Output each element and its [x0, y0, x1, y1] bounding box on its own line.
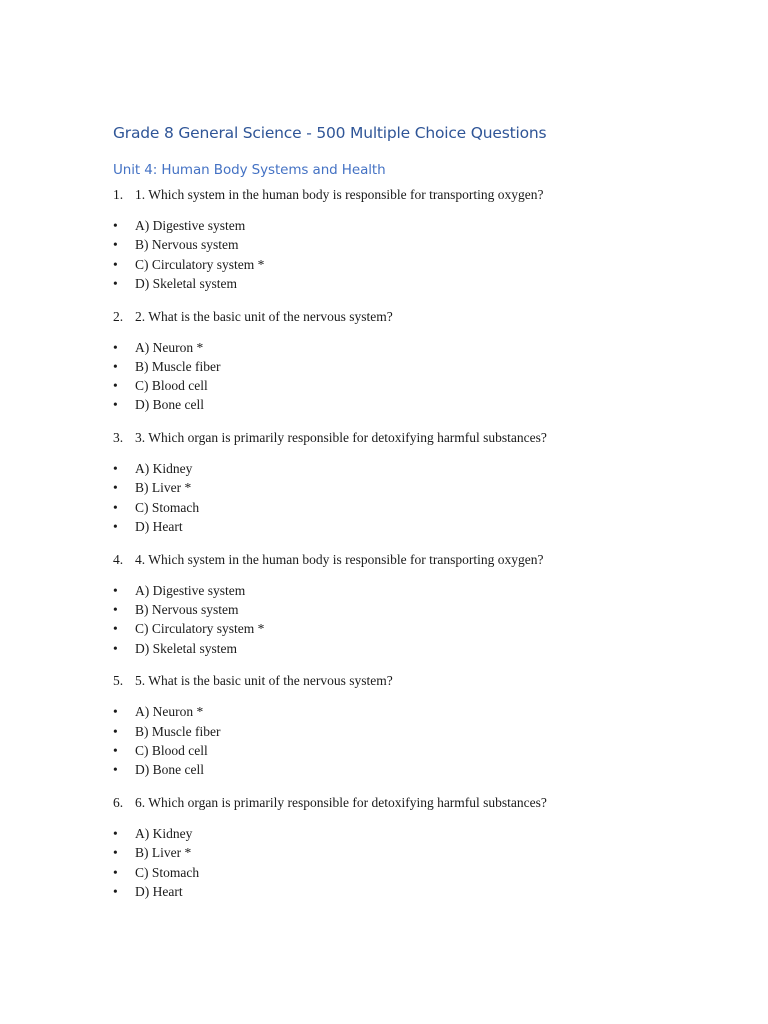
option-text: D) Skeletal system [135, 275, 237, 291]
bullet-icon: • [113, 640, 118, 656]
bullet-icon: • [113, 582, 118, 598]
bullet-icon: • [113, 237, 118, 253]
bullet-icon: • [113, 883, 118, 899]
option-text: C) Circulatory system * [135, 256, 265, 272]
option-text: C) Blood cell [135, 378, 208, 394]
question-text: 3. Which organ is primarily responsible for detoxifying harmful substances? [135, 430, 547, 446]
question-text: 1. Which system in the human body is responsible for transporting oxygen? [135, 187, 544, 202]
option-text: A) Neuron * [135, 704, 204, 720]
question-item [0, 671, 768, 793]
option-text: A) Kidney [135, 461, 193, 477]
option-text: C) Stomach [135, 864, 200, 880]
option-text: B) Liver * [135, 845, 192, 861]
question-number: 3. [113, 430, 124, 446]
bullet-icon: • [113, 864, 118, 880]
bullet-icon: • [113, 397, 118, 413]
option-text: D) Heart [135, 519, 183, 535]
option-text: D) Bone cell [135, 762, 204, 778]
option-text: A) Kidney [135, 825, 193, 841]
bullet-icon: • [113, 499, 118, 515]
question-item [0, 428, 768, 550]
question-number: 2. [113, 308, 124, 324]
bullet-icon: • [113, 762, 118, 778]
option-text: D) Skeletal system [135, 640, 237, 656]
question-item [0, 550, 768, 672]
bullet-icon: • [113, 519, 118, 535]
option-text: B) Liver * [135, 480, 192, 496]
option-text: B) Muscle fiber [135, 723, 221, 739]
question-text: 2. What is the basic unit of the nervous system? [135, 308, 393, 324]
option-text: C) Stomach [135, 499, 200, 515]
unit-heading: Unit 4: Human Body Systems and Health [113, 162, 386, 178]
bullet-icon: • [113, 480, 118, 496]
bullet-icon: • [113, 602, 118, 618]
bullet-icon: • [113, 256, 118, 272]
option-text: B) Nervous system [135, 237, 239, 253]
bullet-icon: • [113, 825, 118, 841]
bullet-icon: • [113, 378, 118, 394]
question-item [0, 185, 768, 307]
option-text: A) Digestive system [135, 582, 246, 598]
option-text: D) Heart [135, 883, 183, 899]
bullet-icon: • [113, 339, 118, 355]
option-text: B) Muscle fiber [135, 358, 221, 374]
bullet-icon: • [113, 358, 118, 374]
question-list [0, 185, 768, 915]
question-item [0, 793, 768, 915]
bullet-icon: • [113, 275, 118, 291]
document-title: Grade 8 General Science - 500 Multiple Choice Questions [113, 124, 547, 142]
question-text: 4. Which system in the human body is responsible for transporting oxygen? [135, 551, 544, 567]
option-text: C) Circulatory system * [135, 621, 265, 637]
bullet-icon: • [113, 621, 118, 637]
option-text: A) Digestive system [135, 218, 246, 233]
question-number: 5. [113, 673, 124, 689]
question-number: 4. [113, 551, 124, 567]
bullet-icon: • [113, 723, 118, 739]
bullet-icon: • [113, 742, 118, 758]
bullet-icon: • [113, 845, 118, 861]
question-text: 6. Which organ is primarily responsible for detoxifying harmful substances? [135, 794, 547, 810]
bullet-icon: • [113, 704, 118, 720]
option-text: B) Nervous system [135, 602, 239, 618]
bullet-icon: • [113, 218, 118, 233]
option-text: C) Blood cell [135, 742, 208, 758]
question-item [0, 307, 768, 429]
option-text: D) Bone cell [135, 397, 204, 413]
question-text: 5. What is the basic unit of the nervous system? [135, 673, 393, 689]
question-number: 6. [113, 794, 124, 810]
bullet-icon: • [113, 461, 118, 477]
option-text: A) Neuron * [135, 339, 204, 355]
question-number: 1. [113, 187, 124, 202]
